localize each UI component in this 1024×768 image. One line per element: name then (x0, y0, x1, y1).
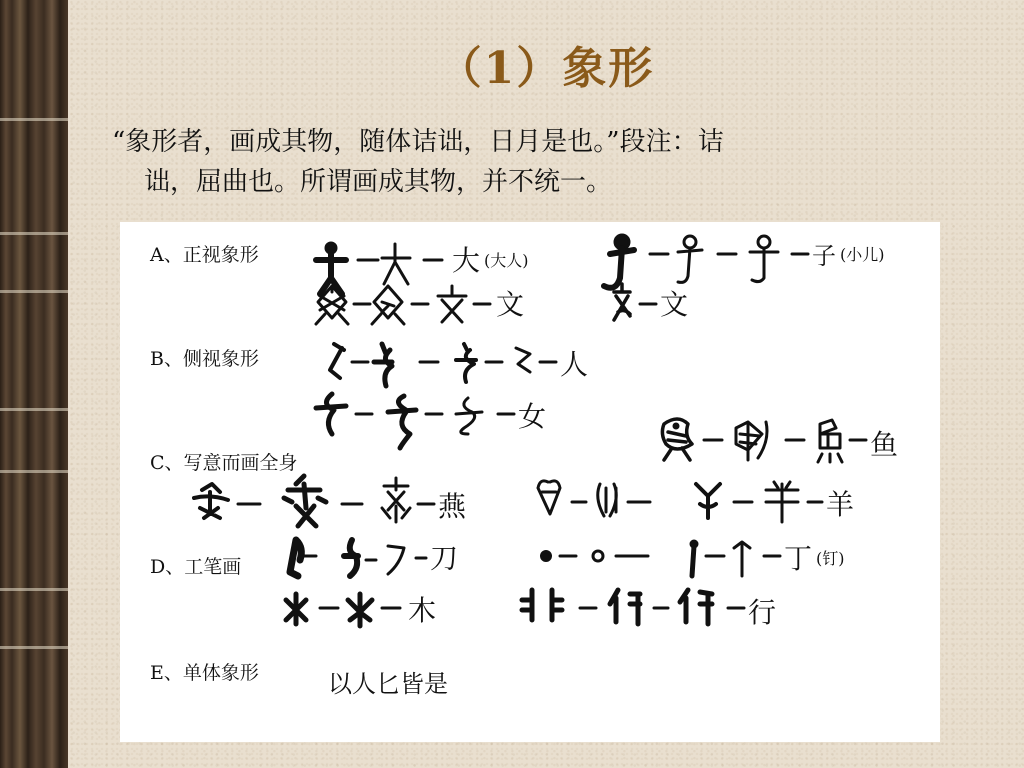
char-ren: 人 (560, 348, 589, 381)
dao-oracle-glyph (290, 540, 301, 576)
note-ding: (钉) (816, 549, 845, 568)
note-da-ren: (大人) (484, 251, 529, 270)
xing-bronze-glyph (610, 590, 640, 624)
char-mu: 木 (408, 594, 437, 627)
bamboo-node (0, 232, 68, 235)
mu-bronze-glyph (348, 594, 372, 626)
image-panel (120, 222, 940, 742)
xing-seal-glyph (680, 590, 712, 624)
slide-title: （1）象形 (437, 43, 655, 94)
wen-seal-glyph (438, 286, 466, 322)
note-xiao-er: (小儿) (840, 245, 885, 264)
section-label-d: D、工笔画 (150, 556, 242, 578)
nv-bronze-glyph (388, 396, 416, 448)
e-examples: 以人匕皆是 (328, 670, 448, 698)
char-xing: 行 (748, 596, 777, 629)
char-yan: 燕 (438, 490, 467, 523)
yang-seal-glyph (696, 484, 720, 518)
yan-bronze-glyph (284, 476, 326, 526)
ren-seal-glyph (456, 344, 476, 382)
nv-seal-glyph (456, 398, 482, 434)
wen-variant-glyph (614, 284, 630, 320)
char-da: 大 (452, 244, 481, 277)
section-label-c: C、写意而画全身 (150, 452, 298, 474)
section-label-a: A、正视象形 (150, 244, 259, 266)
bamboo-border (0, 0, 68, 768)
yan-oracle-glyph (194, 484, 228, 518)
yu-seal-glyph (818, 420, 842, 462)
intro-line-2: 诎，屈曲也。所谓画成其物，并不统一。 (144, 167, 613, 197)
yang-clerical-glyph (766, 482, 798, 522)
section-label-e: E、单体象形 (150, 662, 259, 684)
intro-line-1: “象形者，画成其物，随体诘诎，日月是也。”段注：诘 (112, 127, 724, 157)
yu-oracle-glyph (662, 419, 692, 460)
xing-oracle-glyph (522, 590, 562, 620)
glyph-drawings (120, 222, 940, 742)
mu-oracle-glyph (286, 594, 306, 624)
wen-bronze-glyph (372, 286, 404, 324)
char-yu: 鱼 (870, 428, 899, 461)
ren-bronze-glyph (374, 344, 392, 386)
section-label-b: B、侧视象形 (150, 348, 259, 370)
char-ding: 丁 (784, 542, 813, 575)
ding-seal-glyph (734, 542, 750, 576)
char-wen-2: 文 (660, 288, 689, 321)
yang-bronze-glyph (598, 484, 617, 516)
ding-bronze-glyph (593, 551, 603, 561)
bamboo-node (0, 588, 68, 591)
ding-nail-glyph (691, 541, 697, 576)
char-wen-1: 文 (496, 288, 525, 321)
intro-paragraph (112, 122, 992, 202)
char-nv: 女 (518, 400, 547, 433)
bamboo-node (0, 408, 68, 411)
char-dao: 刀 (430, 542, 459, 575)
zi-seal-glyph (750, 236, 778, 282)
ding-oracle-glyph (542, 552, 551, 561)
dao-bronze-glyph (344, 540, 358, 576)
da-bronze-glyph (382, 244, 410, 284)
bamboo-node (0, 290, 68, 293)
char-zi: 子 (812, 242, 836, 270)
ren-clerical-glyph (516, 348, 530, 372)
char-yang: 羊 (826, 488, 855, 521)
zi-bronze-glyph (678, 236, 702, 282)
bamboo-node (0, 646, 68, 649)
yan-seal-glyph (382, 478, 410, 522)
bamboo-node (0, 118, 68, 121)
dao-seal-glyph (388, 546, 404, 574)
zi-oracle-glyph (604, 235, 634, 288)
bamboo-node (0, 470, 68, 473)
yu-bronze-glyph (736, 422, 767, 460)
yang-oracle-glyph (538, 481, 560, 514)
ren-oracle-glyph (330, 344, 344, 378)
nv-oracle-glyph (316, 394, 346, 434)
